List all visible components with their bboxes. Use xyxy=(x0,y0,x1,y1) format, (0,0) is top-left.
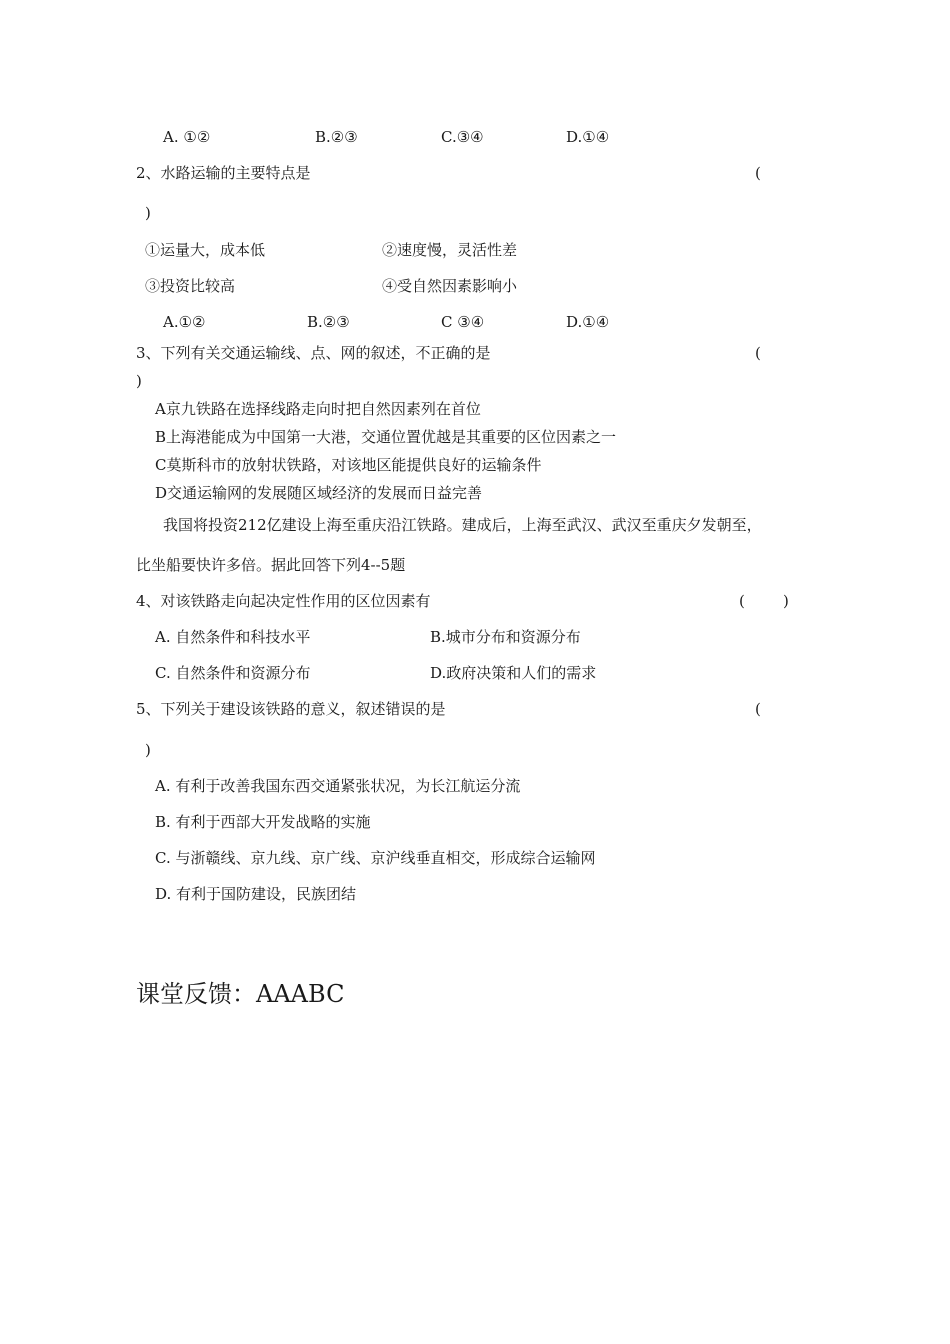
q2-item-4: ④受自然因素影响小 xyxy=(382,277,518,295)
q1-option-d: D.①④ xyxy=(566,128,610,146)
q2-item-2: ②速度慢，灵活性差 xyxy=(382,241,518,259)
q2-option-c: C ③④ xyxy=(441,313,485,331)
q2-item-1: ①运量大，成本低 xyxy=(145,241,266,259)
q5-option-d: D. 有利于国防建设，民族团结 xyxy=(155,885,357,903)
q3-paren-open: ( xyxy=(755,344,761,362)
q4-option-b: B.城市分布和资源分布 xyxy=(430,628,581,646)
q3-stem: 3、下列有关交通运输线、点、网的叙述，不正确的是 xyxy=(136,344,491,362)
q2-item-3: ③投资比较高 xyxy=(145,277,236,295)
q5-paren-open: ( xyxy=(755,700,761,718)
q3-option-a: A京九铁路在选择线路走向时把自然因素列在首位 xyxy=(155,400,481,418)
q2-paren-close: ) xyxy=(145,204,151,222)
q4-option-c: C. 自然条件和资源分布 xyxy=(155,664,311,682)
q4-option-d: D.政府决策和人们的需求 xyxy=(430,664,597,682)
q1-option-a: A. ①② xyxy=(163,128,211,146)
q3-paren-close: ) xyxy=(136,372,142,390)
q4-option-a: A. 自然条件和科技水平 xyxy=(155,628,311,646)
classroom-feedback: 课堂反馈：AAABC xyxy=(136,980,345,1008)
q5-option-c: C. 与浙赣线、京九线、京广线、京沪线垂直相交，形成综合运输网 xyxy=(155,849,596,867)
q3-option-b: B上海港能成为中国第一大港，交通位置优越是其重要的区位因素之一 xyxy=(155,428,617,446)
q3-option-c: C莫斯科市的放射状铁路，对该地区能提供良好的运输条件 xyxy=(155,456,542,474)
q4-paren: ( ) xyxy=(739,592,789,610)
q2-option-d: D.①④ xyxy=(566,313,610,331)
q1-option-b: B.②③ xyxy=(315,128,358,146)
q5-paren-close: ) xyxy=(145,741,151,759)
q5-option-b: B. 有利于西部大开发战略的实施 xyxy=(155,813,371,831)
q2-stem: 2、水路运输的主要特点是 xyxy=(136,164,311,182)
q1-option-c: C.③④ xyxy=(441,128,484,146)
q2-option-a: A.①② xyxy=(163,313,206,331)
passage-line-1: 我国将投资212亿建设上海至重庆沿江铁路。建成后，上海至武汉、武汉至重庆夕发朝至， xyxy=(163,516,762,534)
q2-option-b: B.②③ xyxy=(307,313,350,331)
q5-option-a: A. 有利于改善我国东西交通紧张状况，为长江航运分流 xyxy=(155,777,521,795)
q3-option-d: D交通运输网的发展随区域经济的发展而日益完善 xyxy=(155,484,483,502)
q4-stem: 4、对该铁路走向起决定性作用的区位因素有 xyxy=(136,592,431,610)
q5-stem: 5、下列关于建设该铁路的意义，叙述错误的是 xyxy=(136,700,446,718)
passage-line-2: 比坐船要快许多倍。据此回答下列4--5题 xyxy=(136,556,406,574)
q2-paren-open: ( xyxy=(755,164,761,182)
